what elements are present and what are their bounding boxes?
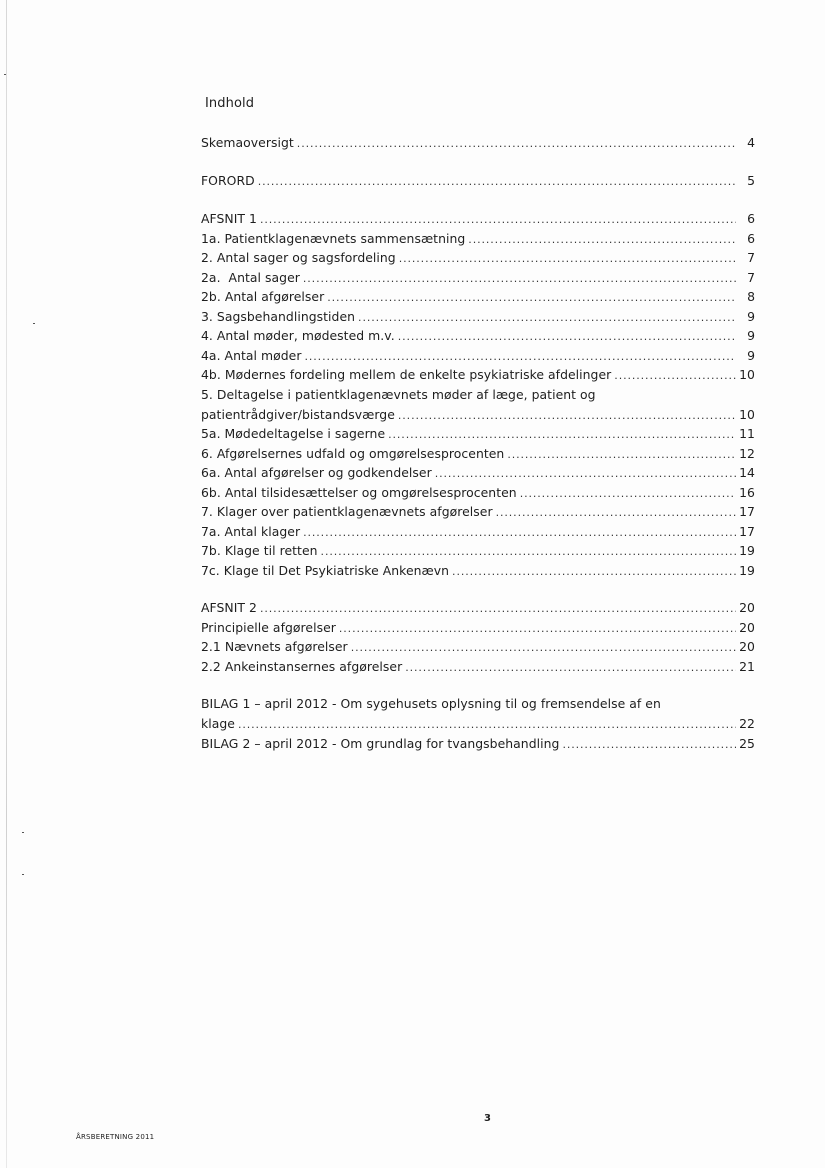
toc-entry-4a[interactable]	[201, 346, 755, 366]
toc-entry-bilag-2[interactable]	[201, 734, 755, 754]
toc-entry-4[interactable]	[201, 326, 755, 346]
toc-entry-2a[interactable]	[201, 268, 755, 288]
toc-entry-bilag-1-line1[interactable]: BILAG 1 – april 2012 - Om sygehusets oplysning til og fremsendelse af en	[201, 696, 661, 711]
dot-leader	[398, 327, 736, 347]
footer-report-title: ÅRSBERETNING 2011	[76, 1133, 155, 1141]
toc-entry-label: 7a. Antal klager	[201, 523, 301, 539]
toc-entry-3[interactable]	[201, 307, 755, 327]
toc-entry-page: 19	[739, 562, 755, 578]
table-of-contents	[201, 133, 755, 753]
dot-leader	[614, 366, 736, 386]
toc-entry-7a[interactable]	[201, 522, 755, 542]
toc-entry-4b[interactable]	[201, 365, 755, 385]
toc-entry-page: 6	[747, 211, 755, 226]
dot-leader	[520, 484, 736, 504]
toc-entry-label: AFSNIT 1	[201, 211, 257, 226]
toc-entry-2[interactable]	[201, 248, 755, 268]
toc-entry-label: 7b. Klage til retten	[201, 543, 318, 558]
dot-leader	[303, 269, 736, 289]
toc-entry-1a[interactable]	[201, 229, 755, 249]
toc-entry-label: AFSNIT 2	[201, 600, 257, 615]
toc-entry-label: 6. Afgørelsernes udfald og omgørelsesprocenten	[201, 445, 505, 461]
toc-entry-5-line1[interactable]: 5. Deltagelse i patientklagenævnets møder af læge, patient og	[201, 386, 596, 402]
toc-entry-principielle[interactable]	[201, 618, 755, 638]
toc-entry-label: 2b. Antal afgørelser	[201, 289, 325, 304]
dot-leader	[258, 172, 736, 192]
toc-entry-page: 20	[739, 619, 755, 635]
toc-entry-label: 4. Antal møder, mødested m.v.	[201, 328, 395, 343]
toc-entry-2-1[interactable]	[201, 637, 755, 657]
toc-entry-page: 7	[747, 250, 755, 265]
toc-entry-label: 2.1 Nævnets afgørelser	[201, 639, 348, 654]
dot-leader	[238, 715, 736, 735]
toc-entry-7b[interactable]	[201, 541, 755, 561]
dot-leader	[297, 134, 736, 154]
toc-entry-5a[interactable]	[201, 424, 755, 444]
toc-entry-6a[interactable]	[201, 463, 755, 483]
toc-entry-page: 17	[739, 523, 755, 539]
toc-entry-page: 5	[747, 173, 755, 188]
toc-entry-page: 17	[739, 504, 755, 519]
toc-entry-page: 11	[739, 426, 755, 441]
dot-leader	[260, 599, 736, 619]
toc-entry-6b[interactable]	[201, 483, 755, 503]
toc-entry-page: 9	[747, 347, 755, 363]
toc-entry-6[interactable]	[201, 444, 755, 464]
toc-entry-label: 2. Antal sager og sagsfordeling	[201, 250, 396, 265]
toc-entry-label: Principielle afgørelser	[201, 619, 336, 635]
toc-entry-page: 6	[747, 230, 755, 246]
toc-entry-page: 22	[739, 716, 755, 731]
toc-entry-label: 5a. Mødedeltagelse i sagerne	[201, 426, 386, 441]
toc-entry-page: 8	[747, 289, 755, 304]
toc-entry-page: 19	[739, 543, 755, 558]
toc-entry-label: 4a. Antal møder	[201, 347, 302, 363]
toc-entry-label: 7. Klager over patientklagenævnets afgørelser	[201, 504, 493, 519]
toc-entry-2-2[interactable]	[201, 657, 755, 677]
toc-entry-forord[interactable]	[201, 171, 755, 191]
toc-entry-label: 2.2 Ankeinstansernes afgørelser	[201, 658, 403, 674]
dot-leader	[388, 425, 736, 445]
toc-entry-page: 9	[747, 308, 755, 324]
toc-entry-page: 16	[739, 484, 755, 500]
toc-entry-7c[interactable]	[201, 561, 755, 581]
toc-entry-label: FORORD	[201, 173, 255, 188]
dot-leader	[468, 230, 736, 250]
toc-entry-page: 20	[739, 639, 755, 654]
scan-speck	[33, 323, 35, 324]
toc-heading: Indhold	[205, 96, 255, 111]
toc-entry-page: 10	[739, 406, 755, 422]
dot-leader	[496, 503, 736, 523]
dot-leader	[435, 464, 736, 484]
toc-entry-label: 4b. Mødernes fordeling mellem de enkelte psykiatriske afdelinger	[201, 367, 612, 382]
toc-entry-label: 6b. Antal tilsidesættelser og omgørelsesprocenten	[201, 484, 517, 500]
toc-entry-afsnit-1[interactable]	[201, 209, 755, 229]
toc-entry-label: Skemaoversigt	[201, 135, 294, 150]
toc-entry-label: 2a. Antal sager	[201, 269, 300, 285]
toc-entry-label: klage	[201, 716, 235, 731]
dot-leader	[399, 249, 736, 269]
scan-speck	[4, 74, 6, 75]
toc-entry-page: 25	[739, 735, 755, 751]
dot-leader	[562, 735, 736, 755]
dot-leader	[358, 308, 736, 328]
toc-entry-2b[interactable]	[201, 287, 755, 307]
scan-edge	[6, 0, 7, 1168]
toc-entry-label: 1a. Patientklagenævnets sammensætning	[201, 230, 466, 246]
toc-entry-label: 3. Sagsbehandlingstiden	[201, 308, 356, 324]
toc-entry-page: 20	[739, 600, 755, 615]
toc-entry-page: 12	[739, 445, 755, 461]
dot-leader	[398, 406, 736, 426]
toc-entry-label: patientrådgiver/bistandsværge	[201, 406, 395, 422]
toc-entry-page: 7	[747, 269, 755, 285]
dot-leader	[452, 562, 736, 582]
dot-leader	[507, 445, 736, 465]
dot-leader	[303, 523, 736, 543]
toc-entry-label: 6a. Antal afgørelser og godkendelser	[201, 465, 432, 480]
dot-leader	[405, 658, 736, 678]
page-number: 3	[484, 1113, 491, 1124]
toc-entry-label: 7c. Klage til Det Psykiatriske Ankenævn	[201, 562, 450, 578]
toc-entry-page: 21	[739, 658, 755, 674]
dot-leader	[260, 210, 736, 230]
toc-entry-page: 14	[739, 465, 755, 480]
toc-entry-page: 10	[739, 367, 755, 382]
toc-entry-bilag-1[interactable]	[201, 714, 755, 734]
toc-entry-page: 9	[747, 328, 755, 343]
toc-entry-7[interactable]	[201, 502, 755, 522]
scan-speck	[22, 832, 24, 833]
toc-entry-skemaoversigt[interactable]	[201, 133, 755, 153]
toc-entry-5[interactable]	[201, 405, 755, 425]
toc-entry-afsnit-2[interactable]	[201, 598, 755, 618]
scan-speck	[22, 874, 24, 875]
dot-leader	[321, 542, 736, 562]
dot-leader	[339, 619, 736, 639]
dot-leader	[327, 288, 736, 308]
dot-leader	[351, 638, 736, 658]
toc-entry-label: BILAG 2 – april 2012 - Om grundlag for tvangsbehandling	[201, 735, 560, 751]
dot-leader	[305, 347, 737, 367]
toc-entry-page: 4	[747, 135, 755, 150]
